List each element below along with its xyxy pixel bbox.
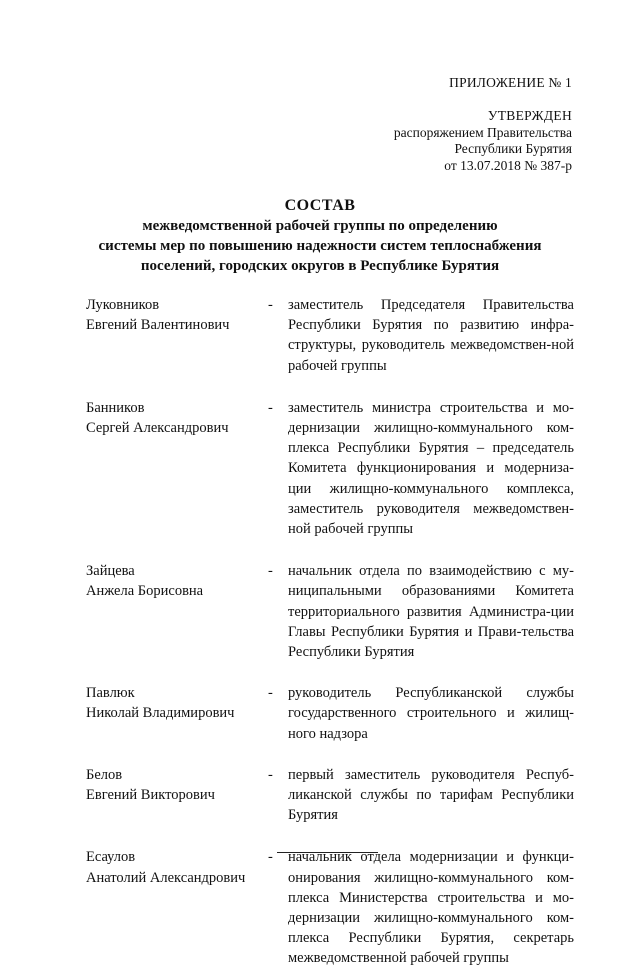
member-surname: Банников [86, 399, 145, 416]
member-row [86, 398, 574, 539]
member-given-name: Анатолий Александрович [86, 869, 246, 886]
member-row [86, 683, 574, 744]
member-name [86, 398, 264, 539]
approved-line-1: распоряжением Правительства [393, 124, 572, 140]
member-dash: - [268, 297, 273, 313]
approval-block [394, 108, 572, 174]
member-dash: - [268, 849, 273, 866]
member-given-name: Евгений Викторович [86, 787, 215, 804]
member-name [86, 847, 264, 968]
member-role: начальник отдела модернизации и функци-онирования жилищно-коммунального ком-плекса Министерства строительства и мо-дернизации жилищно-коммунального ком-плекса Республики Бурятия, секретарь межведомственной рабочей группы [288, 849, 574, 967]
member-given-name: Евгений Валентинович [86, 317, 230, 334]
member-given-name: Сергей Александрович [86, 420, 229, 437]
document-heading [0, 196, 640, 276]
member-role: заместитель министра строительства и мо-дернизации жилищно-коммунального ком-плекса Республики Бурятия – председатель Комитета функционирования и модерниза-ции жилищно-коммунального комплекса, заместитель руководителя межведомствен-ной рабочей группы [288, 399, 574, 538]
appendix-label: ПРИЛОЖЕНИЕ № 1 [449, 75, 572, 90]
approved-line-2: Республики Бурятия [454, 141, 572, 156]
member-name [86, 683, 264, 744]
member-dash: - [268, 399, 273, 416]
member-row [86, 295, 574, 376]
approved-title: УТВЕРЖДЕН [487, 108, 572, 123]
member-surname: Луковников [86, 297, 160, 313]
heading-line-2: системы мер по повышению надежности систем теплоснабжения [98, 238, 542, 254]
member-row [86, 847, 574, 968]
heading-title: СОСТАВ [284, 197, 356, 214]
member-dash: - [268, 563, 273, 580]
member-name [86, 295, 264, 376]
member-role: заместитель Председателя Правительства Республики Бурятия по развитию инфра-структуры, руководитель межведомствен-ной рабочей группы [288, 297, 574, 374]
heading-line-3: поселений, городских округов в Республике Бурятия [140, 258, 500, 274]
member-surname: Зайцева [86, 563, 135, 580]
approved-line-3: от 13.07.2018 № 387-р [444, 157, 572, 173]
member-given-name: Николай Владимирович [86, 705, 235, 722]
member-surname: Павлюк [86, 685, 135, 702]
member-name [86, 765, 264, 826]
members-list [86, 295, 574, 969]
member-row [86, 765, 574, 826]
member-given-name: Анжела Борисовна [86, 583, 204, 600]
member-dash: - [268, 766, 273, 783]
member-row [86, 561, 574, 662]
member-role: начальник отдела по взаимодействию с му-ниципальными образованиями Комитета территориального развития Администра-ции Главы Республики Бурятия и Прави-тельства Республики Бурятия [288, 563, 574, 661]
closing-rule [277, 852, 378, 853]
heading-line-1: межведомственной рабочей группы по определению [142, 218, 498, 234]
member-dash: - [268, 685, 273, 702]
member-role: первый заместитель руководителя Респуб-ликанской службы по тарифам Республики Бурятия [288, 766, 574, 824]
member-surname: Есаулов [86, 849, 136, 866]
member-name [86, 561, 264, 662]
member-surname: Белов [86, 766, 123, 783]
member-role: руководитель Республиканской службы государственного строительного и жилищ-ного надзора [288, 685, 574, 742]
